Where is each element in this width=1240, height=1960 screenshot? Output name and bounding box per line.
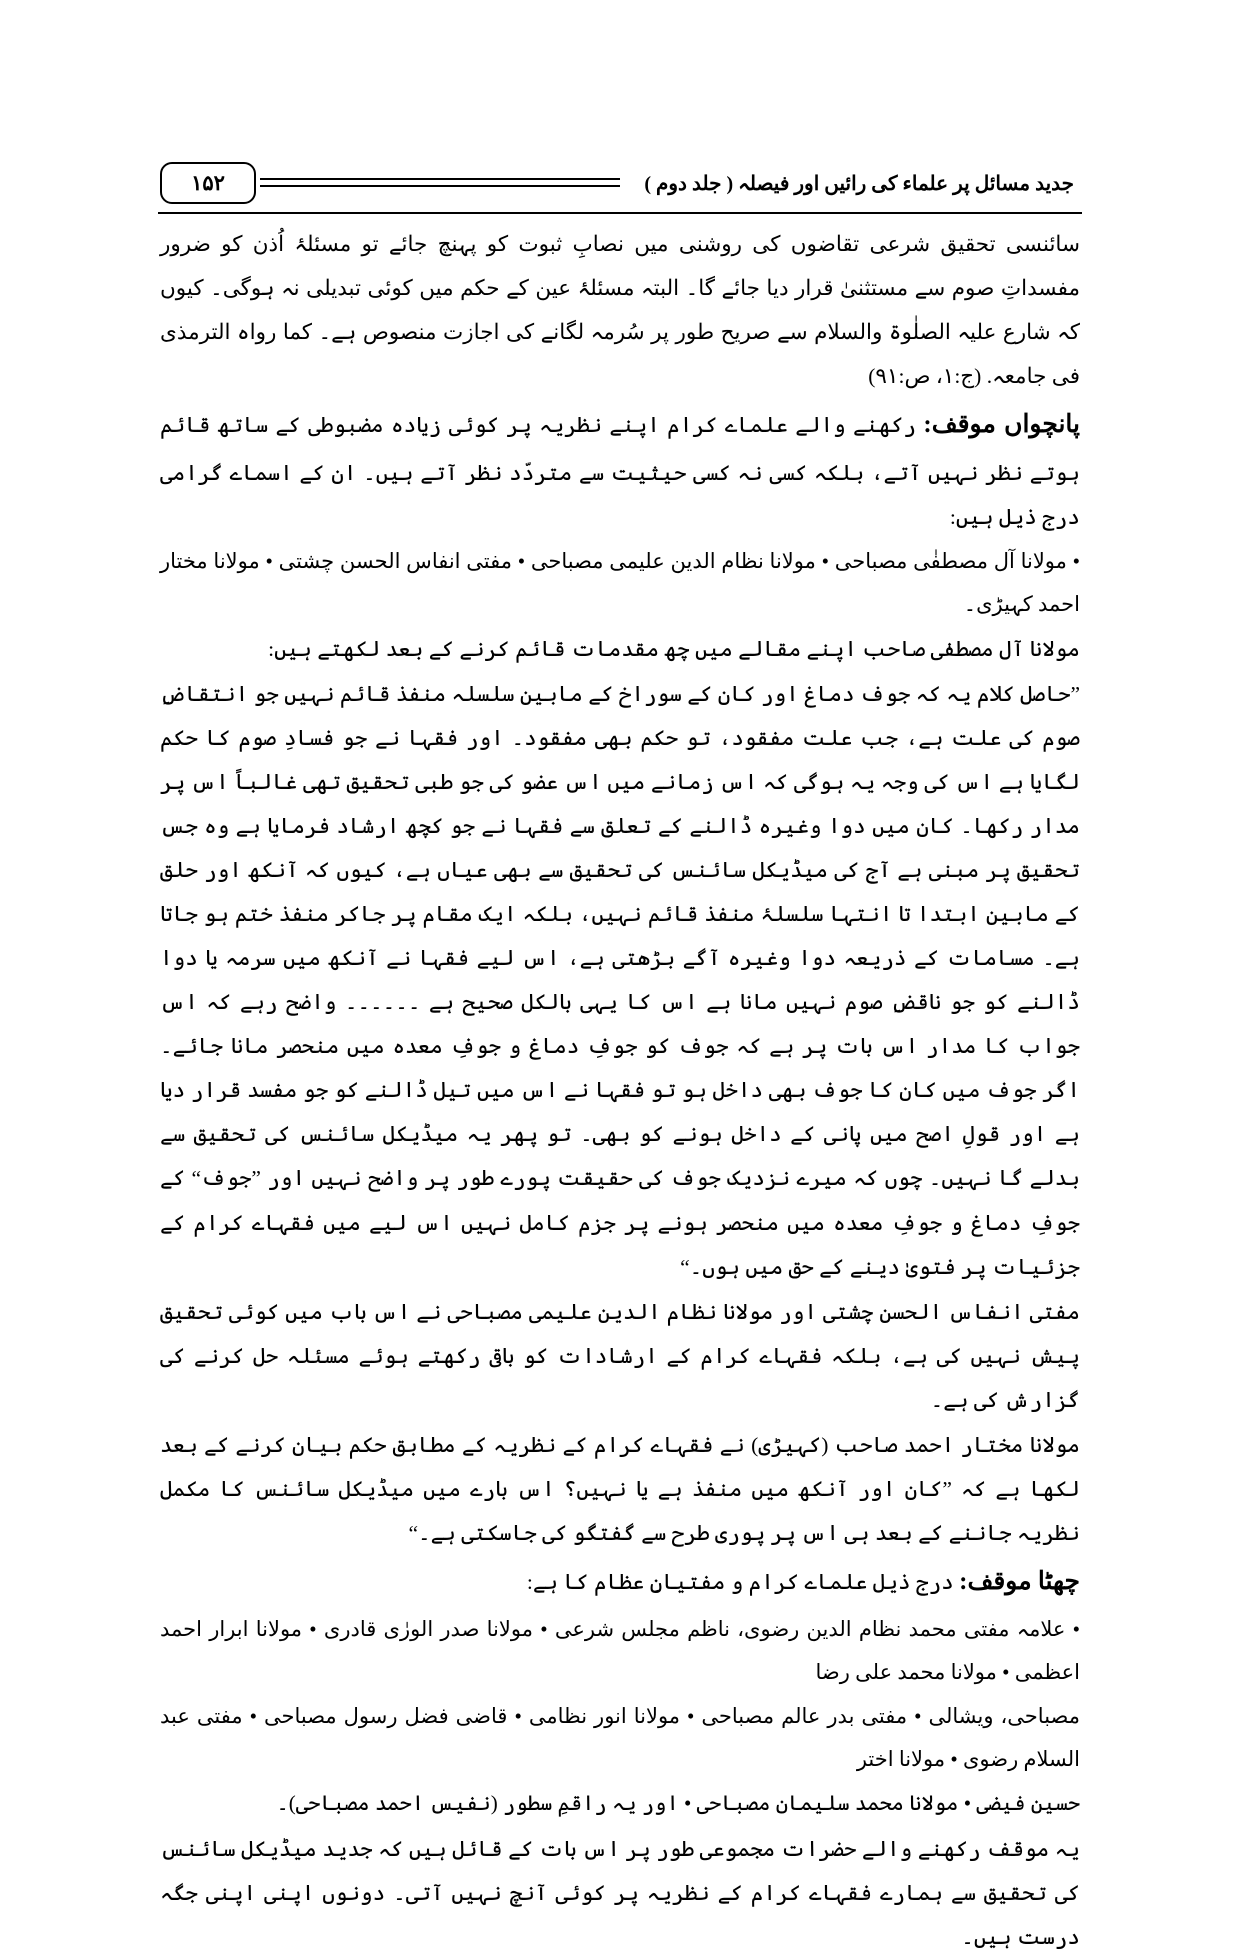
scholar-names-list-2-line-1: • علامہ مفتی محمد نظام الدین رضوی، ناظم مجلس شرعی • مولانا صدر الورٰی قادری • مولانا ابرار احمد اعظمی • مولانا محمد علی رضا [160,1617,1080,1685]
quotation-block: ”حاصل کلام یہ کہ جوف دماغ اور کان کے سوراخ کے مابین سلسلہ منفذ قائم نہیں جو انتقاضِ صوم کی علت ہے، جب علت مفقود، تو حکم بھی مفقود۔ اور فقہا نے جو فسادِ صوم کا حکم لگایا ہے اس کی وجہ یہ ہوگی کہ اس زمانے میں اس عضو کی جو طبی تحقیق تھی غالباً اس پر مدار رکھا۔ کان میں دوا وغیرہ ڈالنے کے تعلق سے فقہا نے جو کچھ ارشاد فرمایا ہے وہ جس تحقیق پر مبنی ہے آج کی میڈیکل سائنس کی تحقیق سے بھی عیاں ہے، کیوں کہ آنکھ اور حلق کے مابین ابتدا تا انتہا سلسلۂ منفذ قائم نہیں، بلکہ ایک مقام پر جاکر منفذ ختم ہو جاتا ہے۔ مسامات کے ذریعہ دوا وغیرہ آگے بڑھتی ہے، اس لیے فقہا نے آنکھ میں سرمہ یا دوا ڈالنے کو جو ناقضِ صوم نہیں مانا ہے اس کا یہی بالکل صحیح ہے ۔۔۔۔۔۔ واضح رہے کہ اس جواب کا مدار اس بات پر ہے کہ جوف کو جوفِ دماغ و جوفِ معدہ میں منحصر مانا جائے۔ اگر جوف میں کان کا جوف بھی داخل ہو تو فقہا نے اس میں تیل ڈالنے کو جو مفسد قرار دیا ہے اور قولِ اصح میں پانی کے داخل ہونے کو بھی۔ تو پھر یہ میڈیکل سائنس کی تحقیق سے بدلے گا نہیں۔ چوں کہ میرے نزدیک جوف کی حقیقت پورے طور پر واضح نہیں اور ”جوف“ کے جوفِ دماغ و جوفِ معدہ میں منحصر ہونے پر جزم کامل نہیں اس لیے میں فقہاے کرام کے جزئیات پر فتویٰ دینے کے حق میں ہوں۔“ [160,681,1081,1279]
page-number: ۱۵۲ [160,162,256,204]
paragraph-7: یہ موقف رکھنے والے حضرات مجموعی طور پر اس بات کے قائل ہیں کہ جدید میڈیکل سائنس کی تحقیق سے ہمارے فقہاے کرام کے نظریہ پر کوئی آنچ نہیں آتی۔ دونوں اپنی اپنی جگہ درست ہیں۔ [160,1836,1080,1949]
paragraph-4: مفتی انفاس الحسن چشتی اور مولانا نظام الدین علیمی مصباحی نے اس باب میں کوئی تحقیق پیش نہیں کی ہے، بلکہ فقہاے کرام کے ارشادات کو باقی رکھتے ہوئے مسئلہ حل کرنے کی گزارش کی ہے۔ [160,1299,1080,1412]
paragraph-3: مولانا آل مصطفٰی صاحب اپنے مقالے میں چھ مقدمات قائم کرنے کے بعد لکھتے ہیں: [268,636,1080,661]
page-header [160,160,1080,206]
paragraph-6-text: درج ذیل علماے کرام و مفتیانِ عظام کا ہے: [526,1570,954,1595]
scholar-names-list-2-line-2: مصباحی، ویشالی • مفتی بدر عالم مصباحی • مولانا انور نظامی • قاضی فضل رسول مصباحی • مفتی عبد السلام رضوی • مولانا اختر [160,1704,1080,1772]
page-body [160,222,1080,1960]
scholar-names-list-2-line-3: حسین فیضی • مولانا محمد سلیمان مصباحی • اور یہ راقمِ سطور (نفیس احمد مصباحی)۔ [276,1791,1080,1816]
header-double-rule [260,172,620,194]
paragraph-6 [160,1556,1080,1607]
paragraph-2 [160,399,1080,538]
scholar-names-list-1: • مولانا آل مصطفٰی مصباحی • مولانا نظام الدین علیمی مصباحی • مفتی انفاس الحسن چشتی • مولانا مختار احمد کہیڑی۔ [160,548,1080,616]
header-underline [158,212,1082,214]
paragraph-5: مولانا مختار احمد صاحب (کہیڑی) نے فقہاے کرام کے نظریہ کے مطابق حکم بیان کرنے کے بعد لکھا ہے کہ ”کان اور آنکھ میں منفذ ہے یا نہیں؟ اس بارے میں میڈیکل سائنس کا مکمل نظریہ جاننے کے بعد ہی اس پر پوری طرح سے گفتگو کی جاسکتی ہے۔“ [160,1432,1080,1545]
heading-sixth-position: چھٹا موقف: [959,1568,1080,1596]
heading-fifth-position: پانچواں موقف: [923,411,1080,439]
paragraph-2-text: رکھنے والے علماے کرام اپنے نظریہ پر کوئی زیادہ مضبوطی کے ساتھ قائم ہوتے نظر نہیں آتے، بلکہ کسی نہ کسی حیثیت سے متردّد نظر آتے ہیں۔ ان کے اسماے گرامی درج ذیل ہیں: [160,413,1080,529]
book-title: جدید مسائل پر علماء کی رائیں اور فیصلہ ( جلد دوم ) [644,172,1074,195]
paragraph-1: سائنسی تحقیق شرعی تقاضوں کی روشنی میں نصابِ ثبوت کو پہنچ جائے تو مسئلۂ اُذن کو ضرور مفسداتِ صوم سے مستثنیٰ قرار دیا جائے گا۔ البتہ مسئلۂ عین کے حکم میں کوئی تبدیلی نہ ہوگی۔ کیوں کہ شارع علیہ الصلٰوۃ والسلام سے صریح طور پر سُرمہ لگانے کی اجازت منصوص ہے۔ کما رواہ الترمذی فی جامعہ. (ج:۱، ص:۹۱) [160,232,1081,389]
